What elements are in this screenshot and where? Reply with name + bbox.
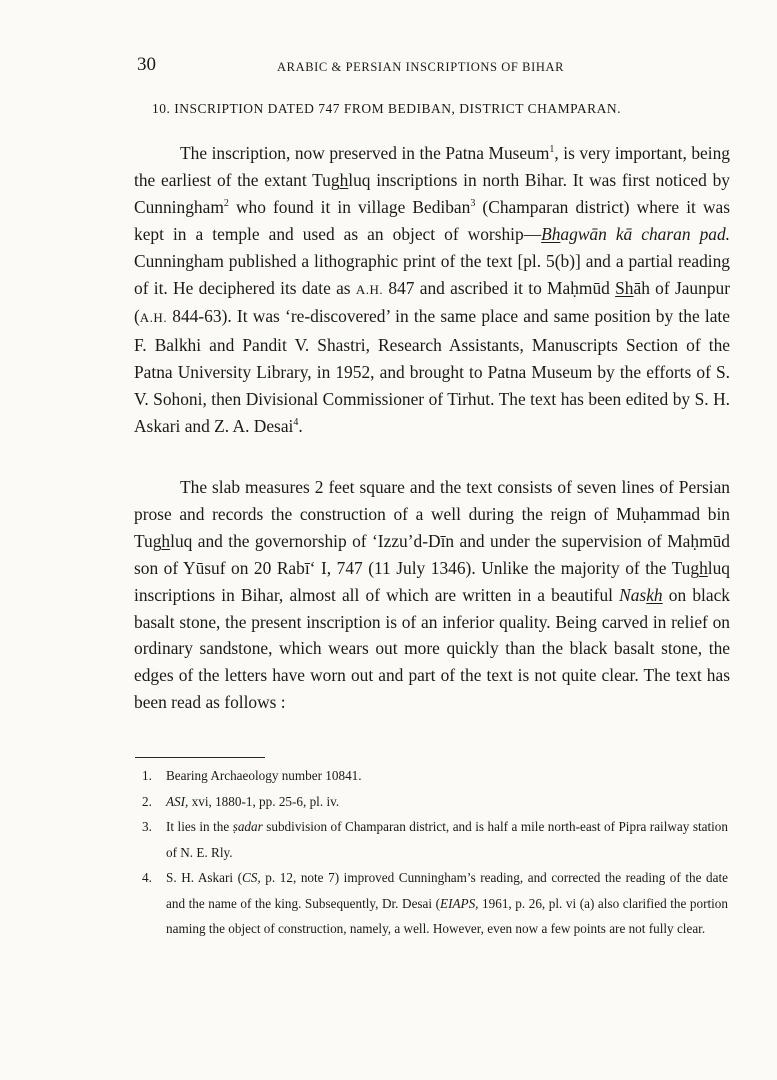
footnote-text: p. 12, note 7) improved Cunningham’s reading, and corrected the reading of the date and the name of the king. Subsequently, Dr. Desai ( (166, 870, 728, 911)
footnote-text: xvi, 1880-1, pp. 25-6, pl. iv. (188, 793, 340, 809)
footnote-ref-1: 1 (549, 144, 555, 156)
p2-underlined: h (161, 530, 171, 551)
footnote-3 (136, 814, 728, 865)
footnotes (136, 763, 728, 942)
paragraph-1 (134, 140, 730, 440)
p1-smallcaps: A.H. (355, 281, 384, 297)
p1-text: āh of Jaunpur ( (134, 277, 730, 327)
p2-text: luq inscriptions in Bihar, almost all of which are written in a beautiful (134, 557, 730, 605)
p1-italic-underlined: Bh (541, 223, 561, 244)
p2-underlined: h (699, 557, 708, 578)
page-header (0, 52, 777, 78)
p1-italic: agwān kā charan pad. (560, 223, 731, 244)
footnote-text: S. H. Askari ( (166, 870, 243, 885)
p1-underlined: h (339, 169, 349, 190)
footnote-ref-3: 3 (470, 198, 476, 210)
page-number: 30 (137, 54, 156, 75)
p1-text: 844-63). It was ‘re-discovered’ in the same place and same position by the late F. Balkhi and Pandit V. Shastri, Research Assistants, Manuscripts Section of the Patna University Library, in 1952, and brought to Patna Museum by the efforts of S. V. Sohoni, then Divisional Commissioner of Tirhut. The text has been edited by S. H. Askari and Z. A. Desai (134, 306, 730, 437)
footnote-italic: CS, (242, 870, 261, 885)
footnote-number: 4. (142, 870, 152, 885)
p1-text: who found it in village Bediban (228, 196, 471, 217)
footnote-text: 1961, p. 26, pl. vi (a) also clarified the portion naming the object of construction, namely, a well. However, even now a few points are not fully clear. (166, 895, 728, 936)
p1-text: luq inscriptions in north Bihar. It was first noticed by Cunningham (134, 169, 730, 217)
footnote-ref-2: 2 (223, 198, 229, 210)
p2-text: The slab measures 2 feet square and the text consists of seven lines of Persian prose and records the construction of a well during the reign of Muḥammad bin Tug (134, 477, 730, 551)
footnote-text: It lies in the (166, 819, 233, 834)
footnote-italic: ṣadar (232, 819, 263, 834)
p2-text: luq and the governorship of ‘Izzu’d-Dīn and under the supervision of Maḥmūd son of Yūsuf on 20 Rabī‘ I, 747 (11 July 1346). Unlike the majority of the Tug (134, 530, 730, 578)
p1-text: The inscription, now preserved in the Patna Museum (180, 143, 550, 163)
footnote-number: 3. (142, 819, 152, 834)
footnote-separator (135, 757, 265, 758)
paragraph-2 (134, 474, 730, 716)
p1-text: . (298, 416, 303, 437)
footnote-2 (136, 789, 728, 815)
footnote-text: Bearing Archaeology number 10841. (166, 768, 362, 783)
p1-text: Cunningham published a lithographic print of the text [pl. 5(b)] and a partial reading of it. He deciphered its date as (134, 250, 730, 298)
p2-text: on black basalt stone, the present inscription is of an inferior quality. Being carved in relief on ordinary sandstone, which wears out more quickly than the black basalt stone, the edges of the letters have worn out and part of the text is not quite clear. The text has been read as follows : (134, 584, 730, 713)
p1-smallcaps: A.H. (139, 310, 168, 326)
footnote-4 (136, 865, 728, 942)
section-heading: 10. INSCRIPTION DATED 747 FROM BEDIBAN, DISTRICT CHAMPARAN. (152, 101, 622, 116)
p2-italic: Nas (619, 584, 647, 605)
p1-underlined: Sh (615, 277, 634, 298)
footnote-1 (136, 763, 728, 789)
footnote-number: 2. (142, 793, 152, 809)
footnote-text: subdivision of Champaran district, and is half a mile north-east of Pipra railway station of N. E. Rly. (166, 819, 728, 860)
p1-text: (Champaran district) where it was kept in a temple and used as an object of worship— (134, 196, 730, 244)
p2-italic-underlined: kh (646, 584, 663, 605)
footnote-number: 1. (142, 768, 152, 783)
running-title: ARABIC & PERSIAN INSCRIPTIONS OF BIHAR (277, 60, 565, 74)
footnote-italic: EIAPS, (440, 895, 479, 911)
footnote-ref-4: 4 (293, 417, 299, 429)
p1-text: , is very important, being the earliest of the extant Tug (134, 143, 730, 190)
p1-text: 847 and ascribed it to Maḥmūd (383, 277, 616, 298)
footnote-italic: ASI, (166, 793, 189, 809)
